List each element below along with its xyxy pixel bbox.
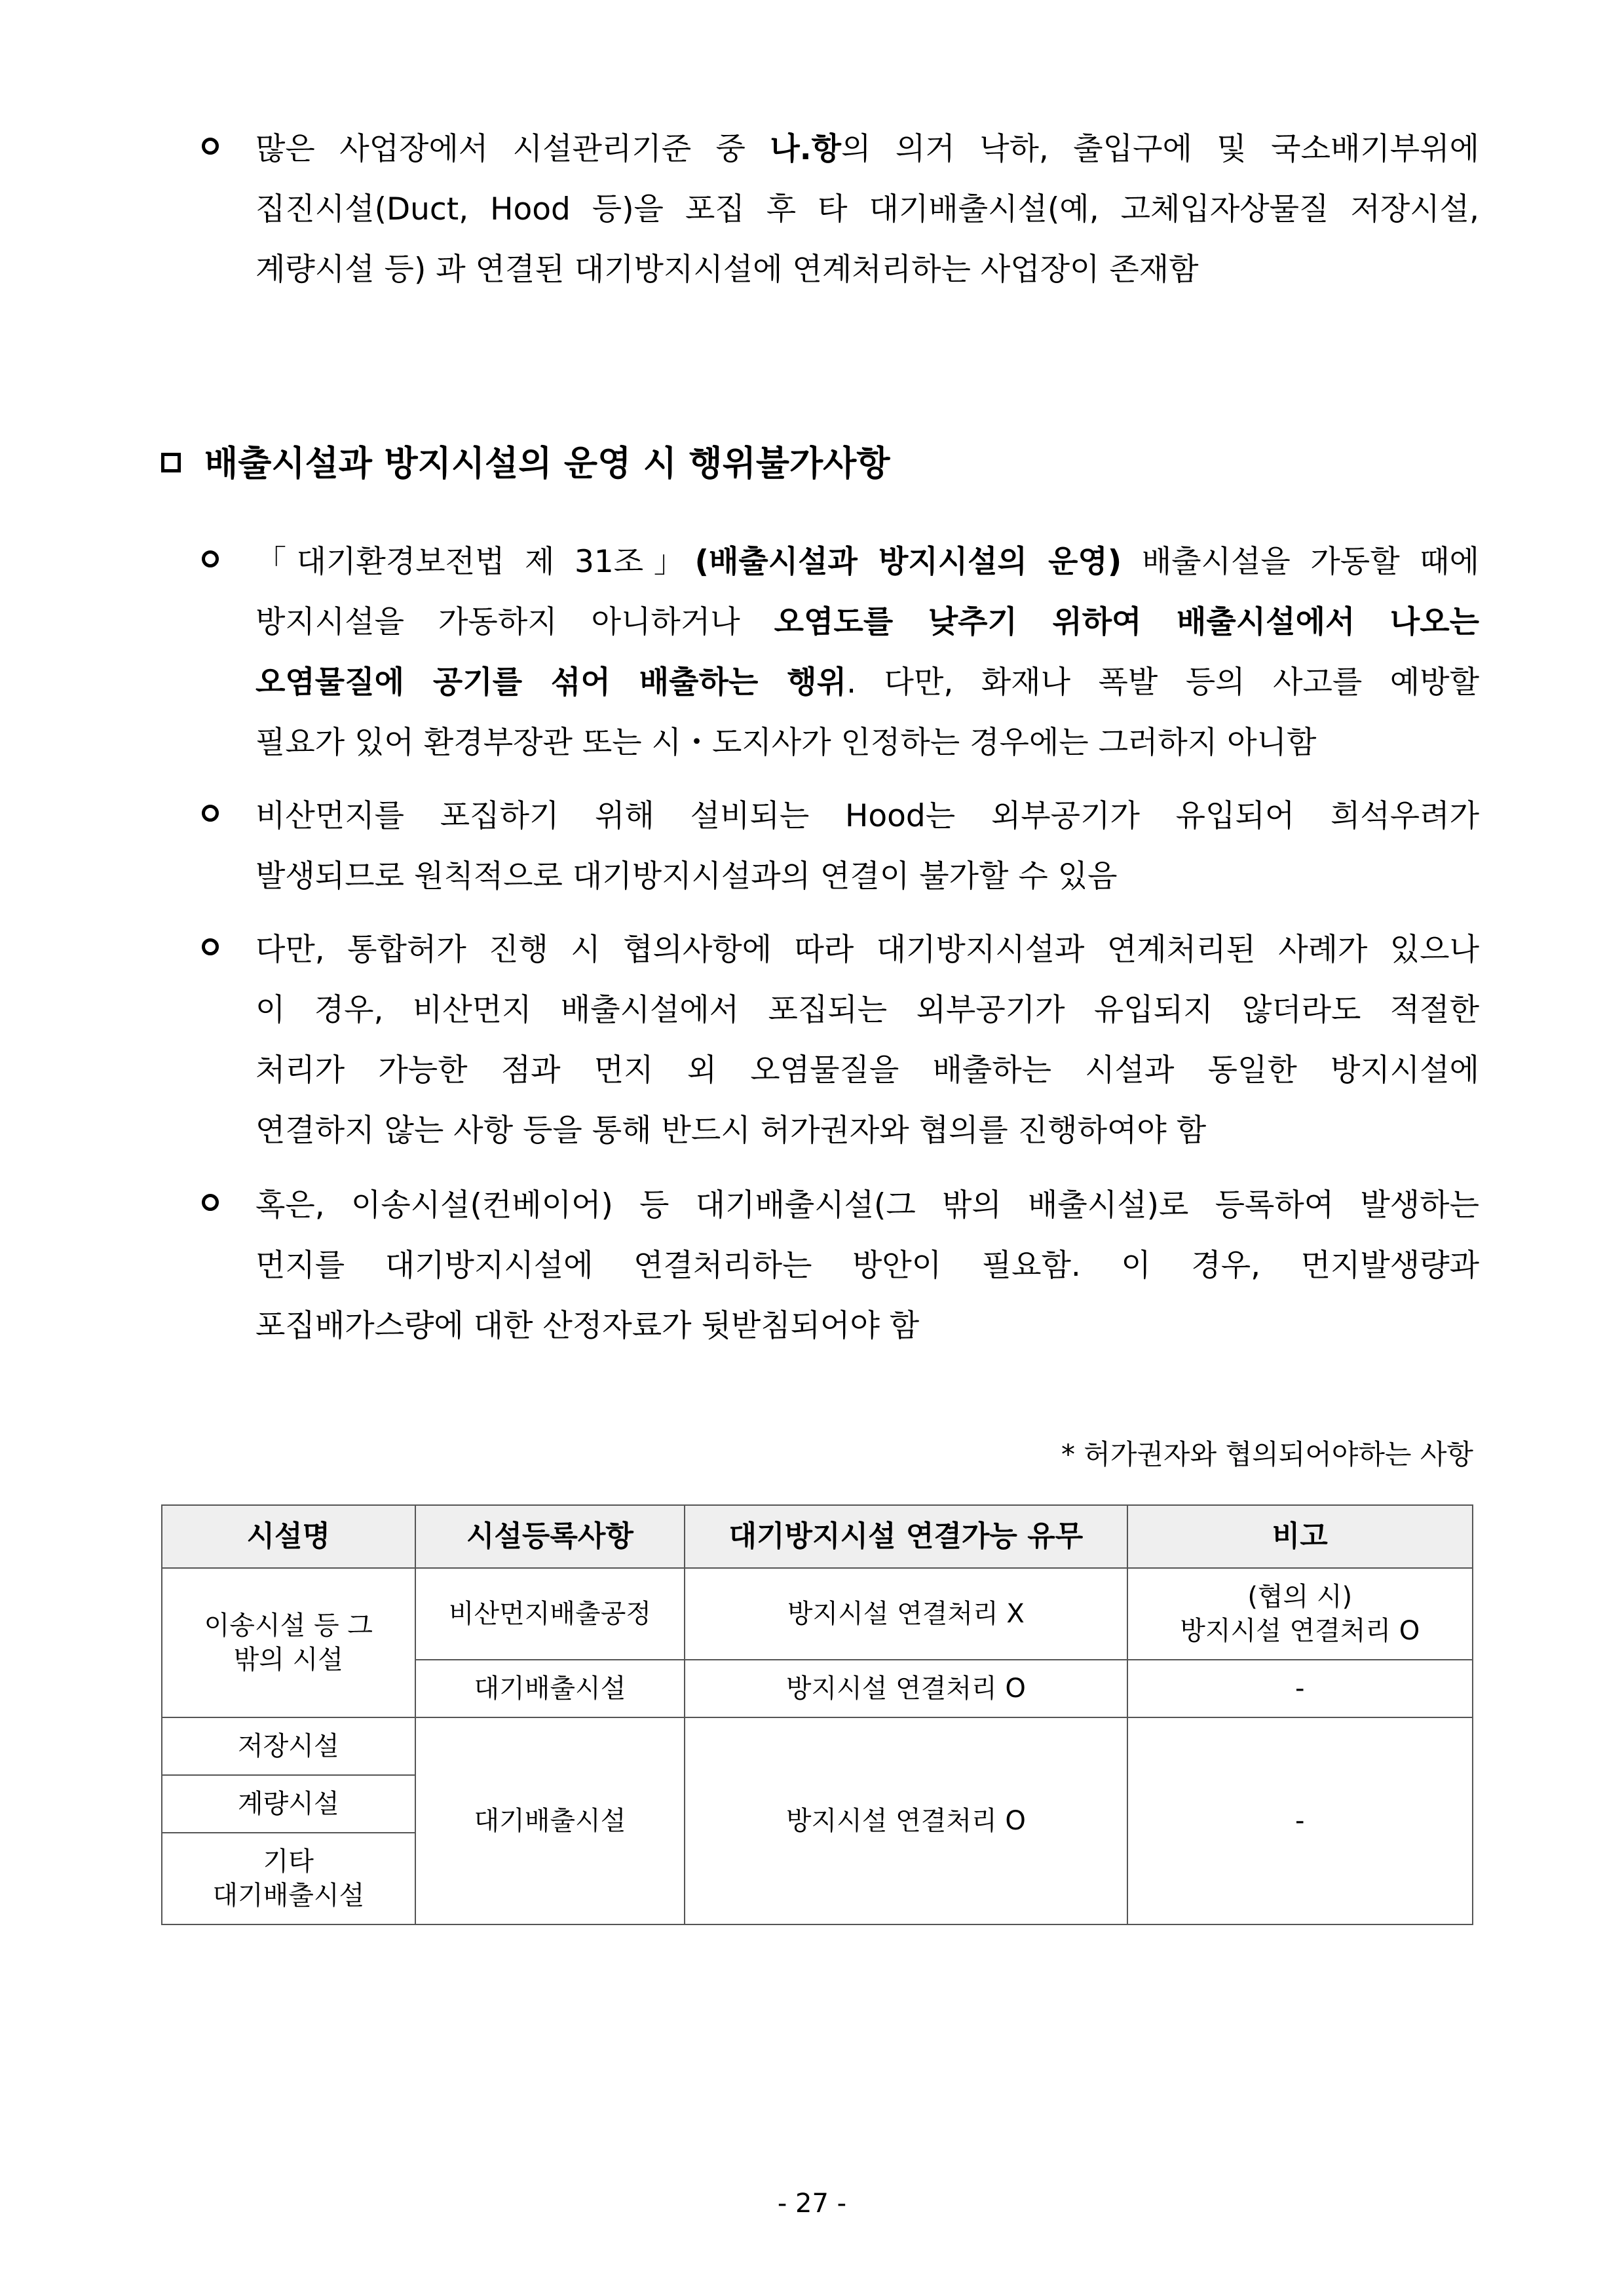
header-remarks: 비고 xyxy=(1127,1505,1473,1568)
intro-line-1: 많은 사업장에서 시설관리기준 중 나.항의 의거 낙하, 출입구에 및 국소배기부위에 xyxy=(255,131,1479,167)
bullet3-line-4: 연결하지 않는 사항 등을 통해 반드시 허가권자와 협의를 진행하여야 함 xyxy=(255,1113,1207,1149)
facility-table xyxy=(161,1504,1473,1925)
cell-text: 밖의 시설 xyxy=(233,1645,343,1675)
cell-facility-name: 저장시설 xyxy=(162,1717,415,1775)
bullet3-line-3: 처리가 가능한 점과 먼지 외 오염물질을 배출하는 시설과 동일한 방지시설에 xyxy=(255,1052,1479,1088)
cell-text: 기타 xyxy=(263,1846,314,1877)
page-number: - 27 - xyxy=(777,2189,847,2219)
cell-facility-name xyxy=(162,1568,415,1717)
bullet1-line-4: 필요가 있어 환경부장관 또는 시・도지사가 인정하는 경우에는 그러하지 아니함 xyxy=(255,725,1317,761)
bullet1-line-3: 오염물질에 공기를 섞어 배출하는 행위. 다만, 화재나 폭발 등의 사고를 예방할 xyxy=(255,664,1479,700)
cell-remarks: - xyxy=(1127,1717,1473,1924)
header-registration: 시설등록사항 xyxy=(415,1505,685,1568)
intro-line-2: 집진시설(Duct, Hood 등)을 포집 후 타 대기배출시설(예, 고체입자상물질 저장시설, xyxy=(255,191,1479,227)
cell-registration: 대기배출시설 xyxy=(415,1660,685,1717)
cell-text: 이송시설 등 그 xyxy=(204,1611,373,1641)
cell-text: (협의 시) xyxy=(1247,1582,1353,1612)
bullet4-line-3: 포집배가스량에 대한 산정자료가 뒷받침되어야 함 xyxy=(255,1308,920,1344)
circle-bullet-icon xyxy=(202,138,219,155)
bullet2-line-1: 비산먼지를 포집하기 위해 설비되는 Hood는 외부공기가 유입되어 희석우려가 xyxy=(255,798,1479,834)
cell-facility-name: 계량시설 xyxy=(162,1775,415,1833)
table-row xyxy=(162,1568,1473,1660)
circle-bullet-icon xyxy=(202,1194,219,1211)
circle-bullet-icon xyxy=(202,550,219,567)
table-header-row xyxy=(162,1505,1473,1568)
cell-registration: 비산먼지배출공정 xyxy=(415,1568,685,1660)
cell-connection: 방지시설 연결처리 O xyxy=(685,1660,1127,1717)
bullet1-line-1: 「대기환경보전법 제 31조」(배출시설과 방지시설의 운영) 배출시설을 가동할 때에 xyxy=(255,544,1479,580)
section-heading xyxy=(161,438,890,490)
header-connection: 대기방지시설 연결가능 유무 xyxy=(685,1505,1127,1568)
bullet1-line-2: 방지시설을 가동하지 아니하거나 오염도를 낮추기 위하여 배출시설에서 나오는 xyxy=(255,604,1480,640)
bullet-integrated-permit xyxy=(202,920,1479,1161)
cell-text: 대기배출시설 xyxy=(212,1881,365,1911)
bullet2-line-2: 발생되므로 원칙적으로 대기방지시설과의 연결이 불가할 수 있음 xyxy=(255,858,1118,894)
cell-connection: 방지시설 연결처리 O xyxy=(685,1717,1127,1924)
section-title: 배출시설과 방지시설의 운영 시 행위불가사항 xyxy=(204,444,890,484)
square-bullet-icon xyxy=(161,453,181,472)
bullet3-line-2: 이 경우, 비산먼지 배출시설에서 포집되는 외부공기가 유입되지 않더라도 적절한 xyxy=(255,992,1479,1028)
bullet4-line-2: 먼지를 대기방지시설에 연결처리하는 방안이 필요함. 이 경우, 먼지발생량과 xyxy=(255,1248,1479,1284)
intro-line-3: 계량시설 등) 과 연결된 대기방지시설에 연계처리하는 사업장이 존재함 xyxy=(255,252,1199,288)
cell-registration: 대기배출시설 xyxy=(415,1717,685,1924)
bullet-law-article xyxy=(202,532,1479,773)
intro-paragraph xyxy=(202,119,1479,300)
bullet3-line-1: 다만, 통합허가 진행 시 협의사항에 따라 대기방지시설과 연계처리된 사례가 있으나 xyxy=(255,932,1479,968)
cell-text: 방지시설 연결처리 O xyxy=(1180,1616,1420,1646)
cell-connection: 방지시설 연결처리 X xyxy=(685,1568,1127,1660)
circle-bullet-icon xyxy=(202,938,219,955)
circle-bullet-icon xyxy=(202,805,219,822)
table-note: * 허가권자와 협의되어야하는 사항 xyxy=(1061,1438,1473,1470)
cell-remarks xyxy=(1127,1568,1473,1660)
header-facility-name: 시설명 xyxy=(162,1505,415,1568)
cell-facility-name xyxy=(162,1833,415,1924)
bullet4-line-1: 혹은, 이송시설(컨베이어) 등 대기배출시설(그 밖의 배출시설)로 등록하여 발생하는 xyxy=(255,1187,1479,1223)
table-row xyxy=(162,1717,1473,1775)
bullet-hood xyxy=(202,786,1479,907)
cell-remarks: - xyxy=(1127,1660,1473,1717)
bullet-conveyor xyxy=(202,1176,1479,1356)
